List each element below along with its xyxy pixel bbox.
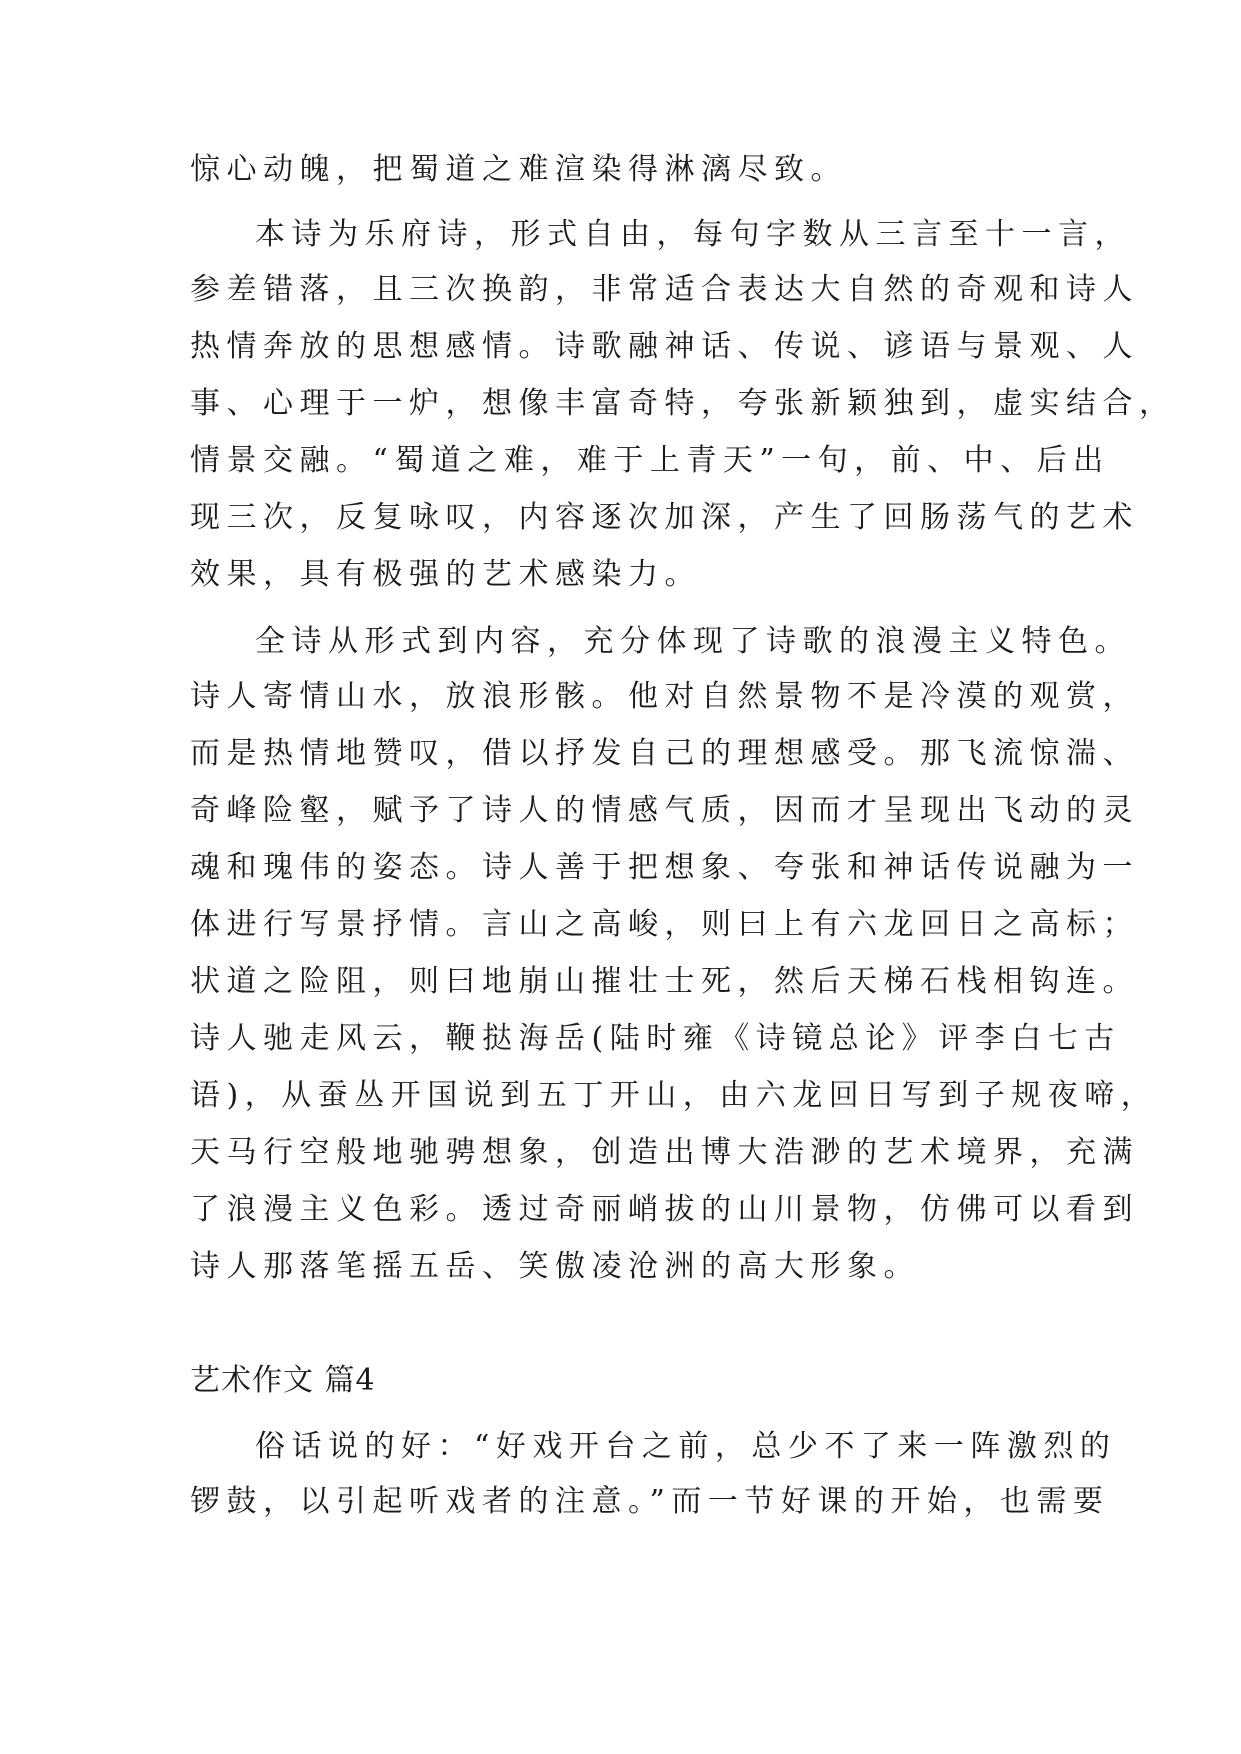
text-line: 诗人那落笔摇五岳、笑傲凌沧洲的高大形象。 [190, 1249, 920, 1284]
text-line: 诗人驰走风云，鞭挞海岳(陆时雍《诗镜总论》评李白七古 [190, 1021, 1121, 1056]
text-line: 了浪漫主义色彩。透过奇丽峭拔的山川景物，仿佛可以看到 [190, 1192, 1139, 1227]
paragraph-start-line: 全诗从形式到内容，充分体现了诗歌的浪漫主义特色。 [255, 624, 1131, 659]
text-line: 热情奔放的思想感情。诗歌融神话、传说、谚语与景观、人 [190, 329, 1139, 364]
text-line: 锣鼓，以引起听戏者的注意。”而一节好课的开始，也需要 [190, 1484, 1110, 1519]
text-line: 情景交融。“蜀道之难，难于上青天”一句，前、中、后出 [190, 443, 1110, 478]
section-heading: 艺术作文 篇4 [190, 1363, 376, 1398]
text-line: 诗人寄情山水，放浪形骸。他对自然景物不是冷漠的观赏， [190, 679, 1139, 714]
text-line: 天马行空般地驰骋想象，创造出博大浩渺的艺术境界，充满 [190, 1135, 1139, 1170]
text-line: 而是热情地赞叹，借以抒发自己的理想感受。那飞流惊湍、 [190, 736, 1139, 771]
paragraph-start-line: 俗话说的好：“好戏开台之前，总少不了来一阵激烈的 [255, 1429, 1117, 1464]
paragraph-start-line: 本诗为乐府诗，形式自由，每句字数从三言至十一言， [255, 217, 1131, 252]
text-line: 参差错落，且三次换韵，非常适合表达大自然的奇观和诗人 [190, 272, 1139, 307]
text-line: 效果，具有极强的艺术感染力。 [190, 557, 701, 592]
text-line: 事、心理于一炉，想像丰富奇特，夸张新颖独到，虚实结合， [190, 386, 1176, 421]
text-line: 惊心动魄，把蜀道之难渲染得淋漓尽致。 [190, 152, 847, 187]
text-line: 语)，从蚕丛开国说到五丁开山，由六龙回日写到子规夜啼， [190, 1078, 1158, 1113]
text-line: 状道之险阻，则曰地崩山摧壮士死，然后天梯石栈相钩连。 [190, 964, 1139, 999]
text-line: 奇峰险壑，赋予了诗人的情感气质，因而才呈现出飞动的灵 [190, 793, 1139, 828]
text-line: 现三次，反复咏叹，内容逐次加深，产生了回肠荡气的艺术 [190, 500, 1139, 535]
text-line: 体进行写景抒情。言山之高峻，则曰上有六龙回日之高标； [190, 907, 1139, 942]
text-line: 魂和瑰伟的姿态。诗人善于把想象、夸张和神话传说融为一 [190, 850, 1139, 885]
